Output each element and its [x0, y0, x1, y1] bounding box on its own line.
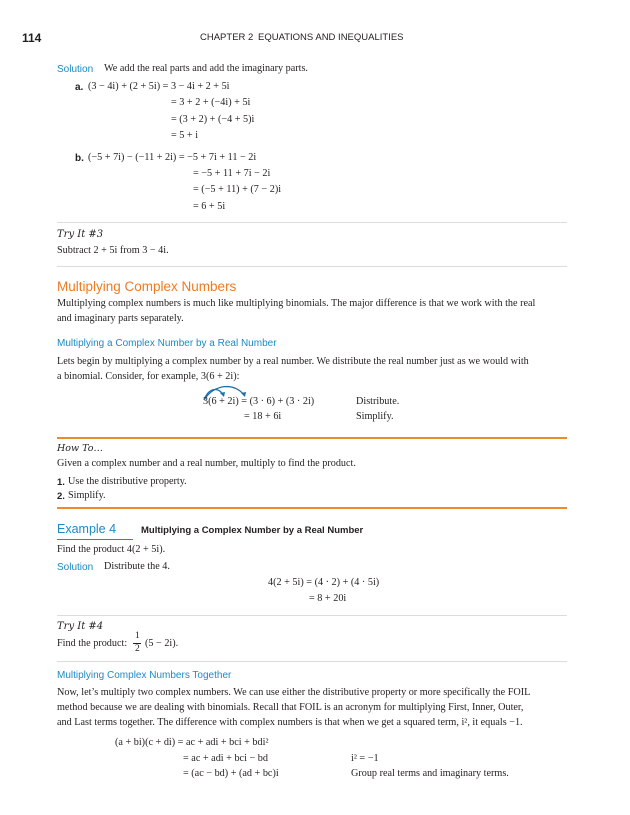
how-to-top-rule: [57, 437, 567, 439]
group-terms-note: Group real terms and imaginary terms.: [351, 768, 509, 779]
try-it-3-text: Subtract 2 + 5i from 3 − 4i.: [57, 245, 169, 256]
part-b-line-3: = (−5 + 11) + (7 − 2)i: [193, 184, 282, 195]
part-b-label: b.: [75, 153, 84, 164]
distribute-equation-line-1: 3(6 + 2i) = (3 · 6) + (3 · 2i): [203, 396, 315, 407]
page-number: 114: [22, 31, 42, 45]
how-to-title: How To…: [57, 443, 103, 454]
subsection-title: Multiplying Complex Numbers Together: [57, 670, 232, 681]
divider: [57, 615, 567, 616]
chapter-title: EQUATIONS AND INEQUALITIES: [258, 32, 404, 43]
part-a-label: a.: [75, 82, 84, 93]
how-to-bottom-rule: [57, 507, 567, 509]
how-to-step-text: Use the distributive property.: [68, 476, 187, 487]
subsection-text-line-3: and Last terms together. The difference with complex numbers is that when we get a squared term, i², it equals −1.: [57, 717, 523, 728]
example-equation-line-1: 4(2 + 5i) = (4 · 2) + (4 · 5i): [268, 577, 380, 588]
part-a-line-3: = (3 + 2) + (−4 + 5)i: [171, 114, 255, 125]
example-problem: Find the product 4(2 + 5i).: [57, 544, 166, 555]
part-a-line-1: (3 − 4i) + (2 + 5i) = 3 − 4i + 2 + 5i: [88, 81, 230, 92]
part-a-line-4: = 5 + i: [171, 130, 199, 141]
try-it-4-title: Try It #4: [57, 621, 104, 632]
subsection-text-line-1: Now, let’s multiply two complex numbers. We can use either the distributive property or more specifically the FOIL: [57, 687, 531, 698]
simplify-note: Simplify.: [356, 411, 394, 422]
divider: [57, 661, 567, 662]
section-intro-line-2: and imaginary parts separately.: [57, 313, 184, 324]
part-b-line-2: = −5 + 11 + 7i − 2i: [193, 168, 271, 179]
part-b-line-4: = 6 + 5i: [193, 201, 226, 212]
foil-equation-line-2: = ac + adi + bci − bd: [183, 753, 268, 764]
how-to-step-number: 1.: [57, 477, 65, 488]
subsection-text-line-2: method because we are dealing with binomials. Recall that FOIL is an acronym for multiplying First, Inner, Outer,: [57, 702, 524, 713]
solution-label: Solution: [57, 64, 94, 75]
try-it-4-text: Find the product:: [57, 638, 128, 649]
foil-equation-line-1: (a + bi)(c + di) = ac + adi + bci + bdi²: [115, 737, 269, 748]
section-intro-line-1: Multiplying complex numbers is much like multiplying binomials. The major difference is that we work with the real: [57, 298, 536, 309]
i-squared-note: i² = −1: [351, 753, 379, 764]
divider: [57, 266, 567, 267]
divider: [57, 222, 567, 223]
subsection-title: Multiplying a Complex Number by a Real Number: [57, 338, 277, 349]
how-to-step-number: 2.: [57, 491, 65, 502]
how-to-text: Given a complex number and a real number, multiply to find the product.: [57, 458, 356, 469]
foil-equation-line-3: = (ac − bd) + (ad + bc)i: [183, 768, 279, 779]
example-label-underline: [57, 539, 133, 540]
part-a-line-2: = 3 + 2 + (−4i) + 5i: [171, 97, 251, 108]
subsection-text-line-2: a binomial. Consider, for example, 3(6 + 2i):: [57, 371, 240, 382]
solution-text: We add the real parts and add the imaginary parts.: [104, 63, 308, 74]
example-equation-line-2: = 8 + 20i: [309, 593, 347, 604]
distribute-note: Distribute.: [356, 396, 400, 407]
example-title: Multiplying a Complex Number by a Real Number: [141, 525, 364, 536]
how-to-step-text: Simplify.: [68, 490, 106, 501]
chapter-label: CHAPTER 2: [200, 32, 254, 43]
example-solution-text: Distribute the 4.: [104, 561, 170, 572]
subsection-text-line-1: Lets begin by multiplying a complex number by a real number. We distribute the real number just as we would with: [57, 356, 529, 367]
distribute-equation-line-2: = 18 + 6i: [244, 411, 282, 422]
try-it-3-title: Try It #3: [57, 229, 104, 240]
fraction-denominator: 2: [135, 644, 140, 654]
section-title: Multiplying Complex Numbers: [57, 279, 237, 294]
example-label: Example 4: [57, 522, 117, 536]
example-solution-label: Solution: [57, 562, 94, 573]
try-it-4-text-after: (5 − 2i).: [145, 638, 179, 649]
part-b-line-1: (−5 + 7i) − (−11 + 2i) = −5 + 7i + 11 − 2i: [88, 152, 257, 163]
fraction-numerator: 1: [135, 631, 140, 641]
